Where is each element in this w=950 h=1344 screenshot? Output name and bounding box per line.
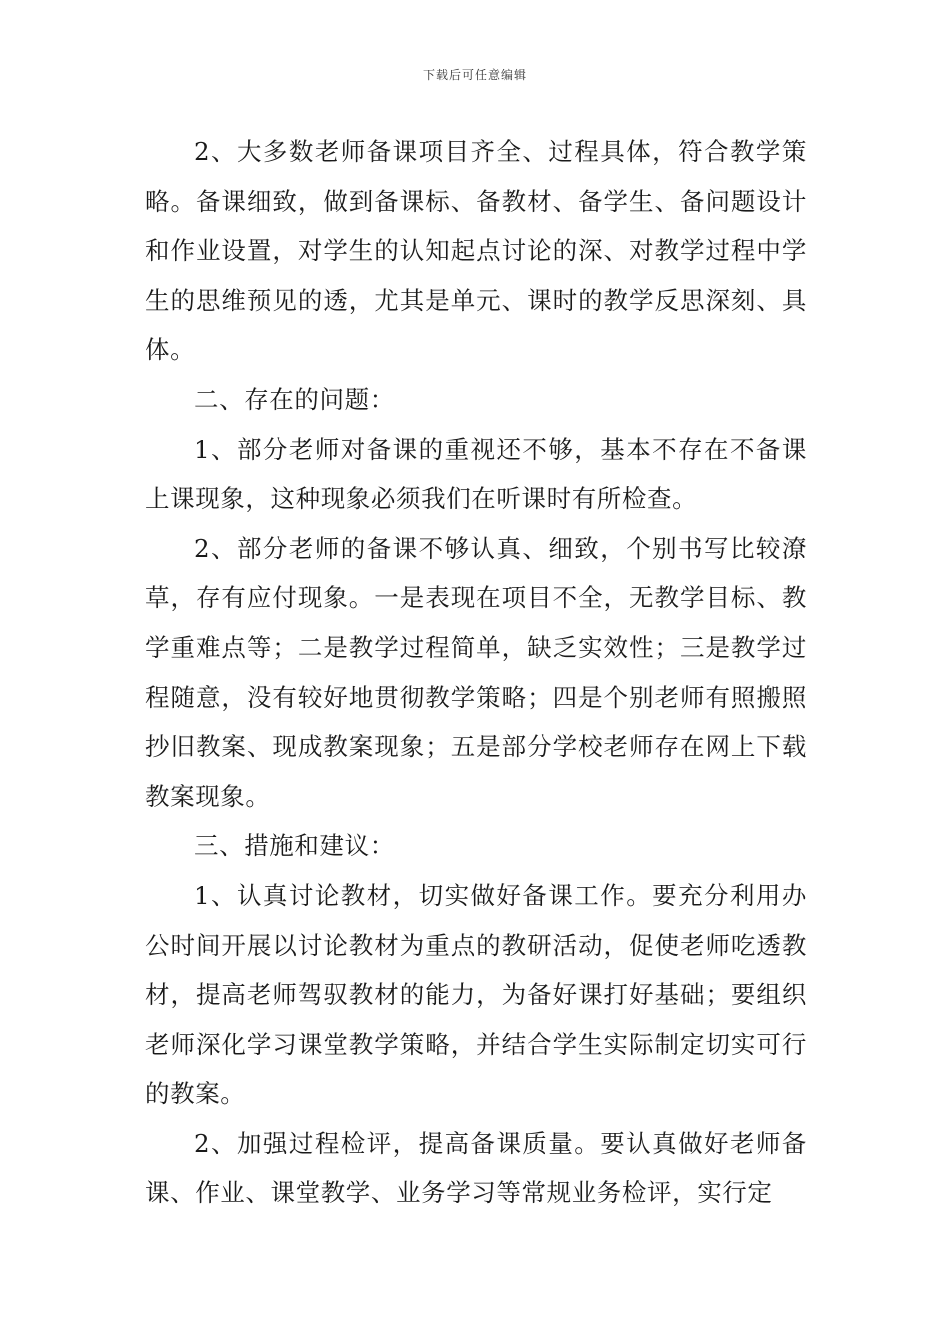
paragraph-problem-1: 1、部分老师对备课的重视还不够，基本不存在不备课上课现象，这种现象必须我们在听课时有所检查。 (145, 434, 807, 514)
paragraph-measure-1: 1、认真讨论教材，切实做好备课工作。要充分利用办公时间开展以讨论教材为重点的教研活动，促使老师吃透教材，提高老师驾驭教材的能力，为备好课打好基础；要组织老师深化学习课堂教学策略，并结合学生实际制定切实可行的教案。 (145, 880, 807, 1109)
document-body (145, 127, 807, 1218)
section-heading-measures: 三、措施和建议： (194, 831, 395, 861)
page-header-note: 下载后可任意编辑 (422, 68, 527, 82)
paragraph-measure-2: 2、加强过程检评，提高备课质量。要认真做好老师备课、作业、课堂教学、业务学习等常规业务检评，实行定 (145, 1128, 807, 1208)
paragraph-problem-2: 2、部分老师的备课不够认真、细致，个别书写比较潦草，存有应付现象。一是表现在项目不全，无教学目标、教学重难点等；二是教学过程简单，缺乏实效性；三是教学过程随意，没有较好地贯彻教学策略；四是个别老师有照搬照抄旧教案、现成教案现象；五是部分学校老师存在网上下载教案现象。 (145, 533, 807, 811)
section-heading-problems: 二、存在的问题： (194, 384, 395, 414)
paragraph-lesson-prep-strengths: 2、大多数老师备课项目齐全、过程具体，符合教学策略。备课细致，做到备课标、备教材、备学生、备问题设计和作业设置，对学生的认知起点讨论的深、对教学过程中学生的思维预见的透，尤其是单元、课时的教学反思深刻、具体。 (145, 137, 807, 365)
